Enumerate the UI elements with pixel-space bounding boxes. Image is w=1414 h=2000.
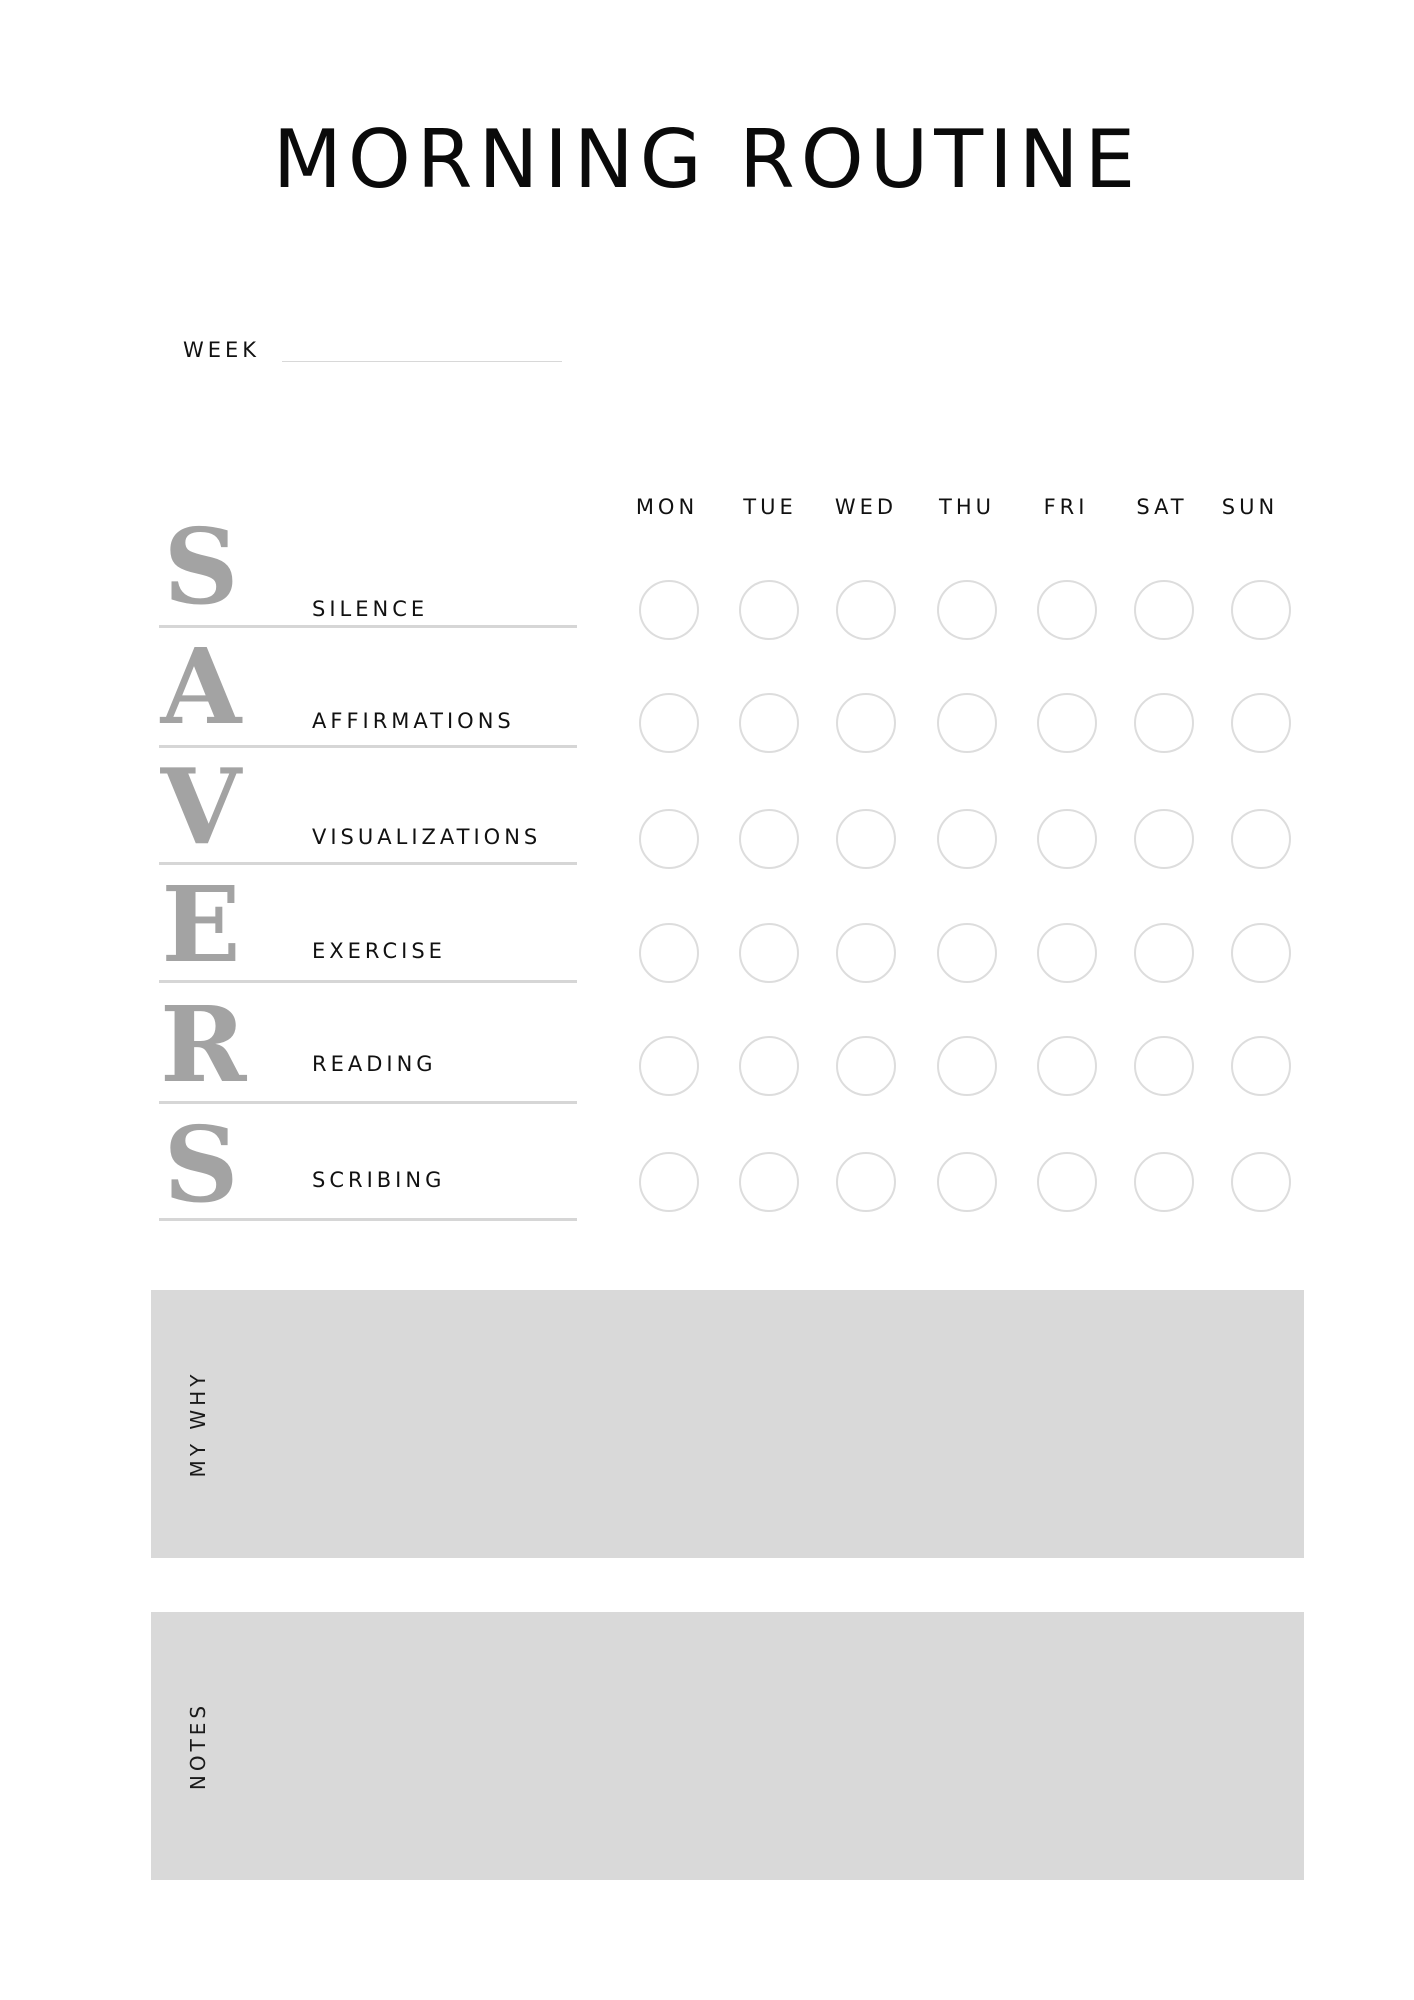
notes-label-wrap (183, 1612, 213, 1880)
my-why-label: MY WHY (186, 1370, 210, 1478)
checkbox-reading-fri[interactable] (1037, 1036, 1097, 1096)
checkbox-exercise-fri[interactable] (1037, 923, 1097, 983)
checkbox-silence-wed[interactable] (836, 580, 896, 640)
habit-label-scribing: SCRIBING (312, 1168, 446, 1192)
savers-letter: E (161, 863, 241, 986)
checkbox-visualizations-thu[interactable] (937, 809, 997, 869)
my-why-label-wrap (183, 1290, 213, 1558)
habit-label-affirmations: AFFIRMATIONS (312, 709, 515, 733)
checkbox-affirmations-mon[interactable] (639, 693, 699, 753)
checkbox-reading-wed[interactable] (836, 1036, 896, 1096)
checkbox-scribing-wed[interactable] (836, 1152, 896, 1212)
checkbox-reading-tue[interactable] (739, 1036, 799, 1096)
checkbox-reading-sat[interactable] (1134, 1036, 1194, 1096)
savers-letter: A (160, 625, 242, 748)
checkbox-reading-thu[interactable] (937, 1036, 997, 1096)
week-input-line[interactable] (282, 361, 562, 362)
day-header-thu: THU (939, 495, 995, 519)
savers-letter: V (160, 745, 242, 868)
checkbox-affirmations-fri[interactable] (1037, 693, 1097, 753)
checkbox-exercise-sun[interactable] (1231, 923, 1291, 983)
checkbox-affirmations-thu[interactable] (937, 693, 997, 753)
my-why-box[interactable] (151, 1290, 1304, 1558)
habit-label-reading: READING (312, 1052, 437, 1076)
day-header-mon: MON (635, 495, 699, 519)
checkbox-exercise-mon[interactable] (639, 923, 699, 983)
savers-letter: R (160, 983, 247, 1106)
savers-letter: S (163, 1103, 239, 1226)
checkbox-exercise-wed[interactable] (836, 923, 896, 983)
day-header-wed: WED (834, 495, 898, 519)
savers-letter: S (163, 505, 239, 628)
checkbox-exercise-sat[interactable] (1134, 923, 1194, 983)
page-title: MORNING ROUTINE (272, 113, 1142, 206)
checkbox-visualizations-sun[interactable] (1231, 809, 1291, 869)
checkbox-silence-sun[interactable] (1231, 580, 1291, 640)
week-label: WEEK (183, 338, 261, 362)
checkbox-affirmations-sun[interactable] (1231, 693, 1291, 753)
checkbox-scribing-sun[interactable] (1231, 1152, 1291, 1212)
day-header-fri: FRI (1043, 495, 1089, 519)
checkbox-scribing-thu[interactable] (937, 1152, 997, 1212)
day-header-tue: TUE (743, 495, 797, 519)
checkbox-scribing-fri[interactable] (1037, 1152, 1097, 1212)
checkbox-silence-mon[interactable] (639, 580, 699, 640)
habit-label-silence: SILENCE (312, 597, 429, 621)
checkbox-affirmations-sat[interactable] (1134, 693, 1194, 753)
notes-box[interactable] (151, 1612, 1304, 1880)
checkbox-scribing-tue[interactable] (739, 1152, 799, 1212)
checkbox-silence-thu[interactable] (937, 580, 997, 640)
checkbox-visualizations-wed[interactable] (836, 809, 896, 869)
checkbox-reading-mon[interactable] (639, 1036, 699, 1096)
checkbox-affirmations-tue[interactable] (739, 693, 799, 753)
checkbox-visualizations-fri[interactable] (1037, 809, 1097, 869)
habit-label-exercise: EXERCISE (312, 939, 446, 963)
checkbox-exercise-tue[interactable] (739, 923, 799, 983)
day-header-sun: SUN (1221, 495, 1279, 519)
checkbox-silence-sat[interactable] (1134, 580, 1194, 640)
habit-divider (159, 1218, 577, 1221)
checkbox-silence-tue[interactable] (739, 580, 799, 640)
checkbox-exercise-thu[interactable] (937, 923, 997, 983)
checkbox-visualizations-sat[interactable] (1134, 809, 1194, 869)
checkbox-visualizations-mon[interactable] (639, 809, 699, 869)
habit-label-visualizations: VISUALIZATIONS (312, 825, 542, 849)
notes-label: NOTES (186, 1701, 210, 1791)
checkbox-visualizations-tue[interactable] (739, 809, 799, 869)
checkbox-silence-fri[interactable] (1037, 580, 1097, 640)
checkbox-affirmations-wed[interactable] (836, 693, 896, 753)
checkbox-scribing-mon[interactable] (639, 1152, 699, 1212)
checkbox-scribing-sat[interactable] (1134, 1152, 1194, 1212)
checkbox-reading-sun[interactable] (1231, 1036, 1291, 1096)
day-header-sat: SAT (1136, 495, 1188, 519)
